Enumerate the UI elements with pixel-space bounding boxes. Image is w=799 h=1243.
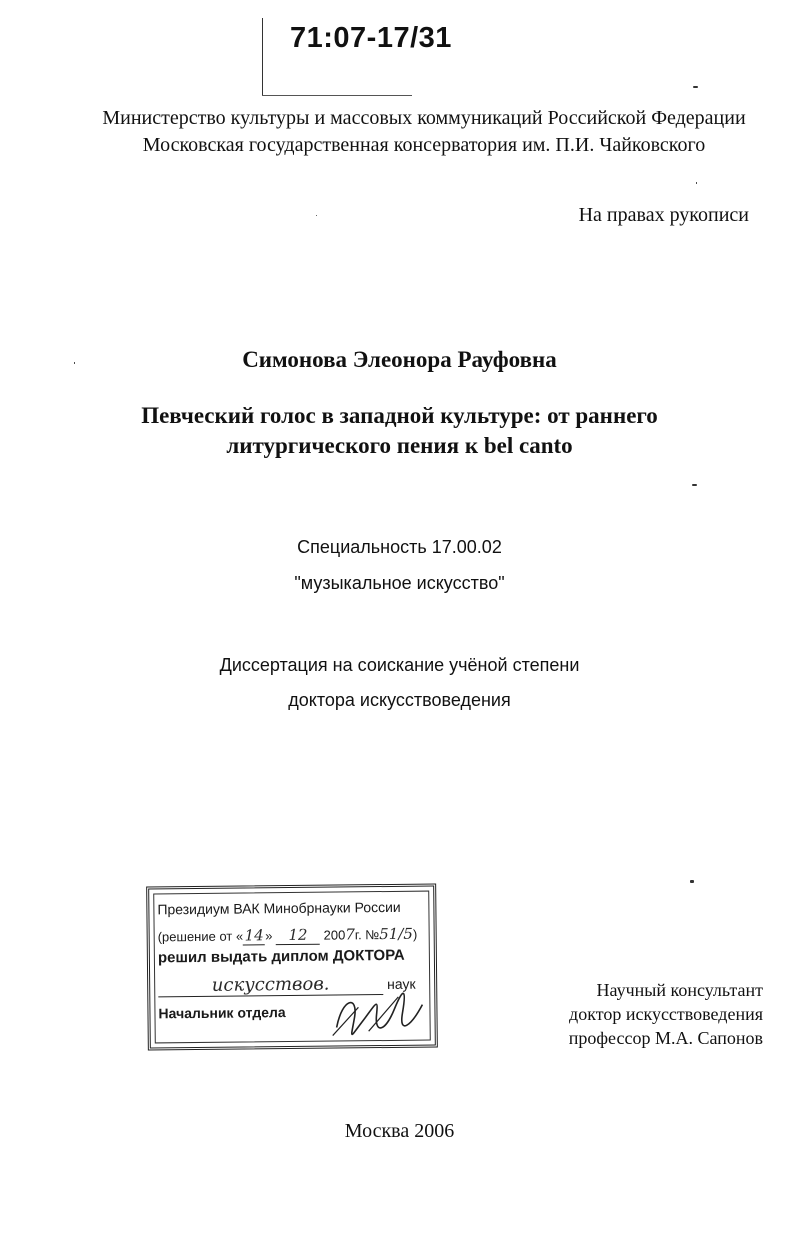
author-name: Симонова Элеонора Рауфовна — [242, 347, 557, 372]
frame-bottom-line — [262, 95, 412, 96]
scan-speck — [690, 880, 694, 883]
vak-stamp — [146, 883, 438, 1050]
consultant-degree: доктор искусствоведения — [569, 1004, 763, 1024]
stamp-decision-line — [158, 925, 418, 947]
stamp-presidium-line: Президиум ВАК Минобрнауки России — [157, 898, 401, 918]
stamp-year-prefix: 200 — [323, 927, 346, 943]
dissertation-title-line-2: литургического пения к bel canto — [226, 433, 573, 458]
frame-left-line — [262, 18, 263, 96]
stamp-day: 14 — [244, 926, 264, 945]
stamp-science-handwritten: искусствов. — [158, 973, 383, 997]
call-number: 71:07-17/31 — [290, 22, 452, 54]
stamp-number-label: г. № — [354, 927, 380, 943]
stamp-year-digit: 7 — [345, 925, 355, 944]
scan-speck — [696, 182, 697, 184]
scan-speck — [692, 484, 697, 486]
dissertation-title-line-1: Певческий голос в западной культуре: от раннего — [141, 403, 658, 428]
scan-speck — [74, 362, 75, 364]
degree-line-2: доктора искусствоведения — [288, 690, 511, 710]
stamp-month: 12 — [276, 926, 320, 945]
stamp-sep: » — [265, 928, 273, 944]
stamp-decision-suffix: ) — [412, 926, 418, 942]
consultant-name: профессор М.А. Сапонов — [568, 1028, 763, 1048]
scan-speck — [316, 215, 317, 216]
manuscript-note: На правах рукописи — [578, 204, 749, 226]
degree-line-1: Диссертация на соискание учёной степени — [219, 655, 580, 675]
stamp-science-suffix: наук — [386, 975, 416, 993]
stamp-decision-prefix: (решение от « — [157, 928, 244, 945]
conservatory-line: Московская государственная консерватория им. П.И. Чайковского — [142, 134, 706, 156]
scientific-consultant — [533, 978, 763, 1050]
scan-speck — [693, 86, 698, 88]
specialty-name: "музыкальное искусство" — [294, 573, 505, 593]
stamp-head-of-department: Начальник отдела — [158, 1004, 286, 1022]
stamp-decision-number: 51/5 — [379, 924, 413, 944]
specialty-code: Специальность 17.00.02 — [297, 537, 502, 557]
stamp-diploma-line: решил выдать диплом ДОКТОРА — [157, 946, 405, 967]
city-year: Москва 2006 — [344, 1120, 455, 1142]
signature-icon — [328, 987, 429, 1044]
consultant-role: Научный консультант — [596, 980, 763, 1000]
ministry-line: Министерство культуры и массовых коммуникаций Российской Федерации — [102, 107, 746, 129]
